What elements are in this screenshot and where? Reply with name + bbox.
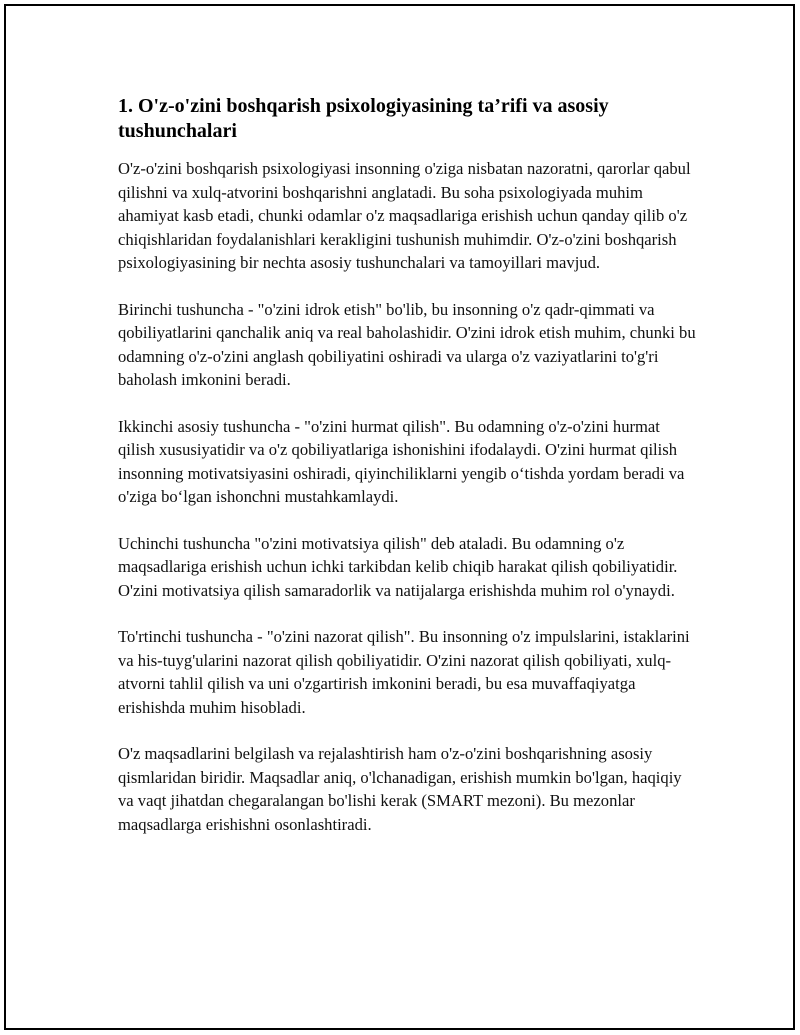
paragraph-self-respect: Ikkinchi asosiy tushuncha - "o'zini hurmat qilish". Bu odamning o'z-o'zini hurmat qilish xususiyatidir va o'z qobiliyatlariga ishonishini ifodalaydi. O'zini hurmat qilish insonning motivatsiyasini oshiradi, qiyinchiliklarni yengib o‘tishda yordam beradi va o'ziga bo‘lgan ishonchni mustahkamlaydi.	[118, 416, 685, 506]
document-body	[118, 94, 698, 859]
paragraph-self-motivation: Uchinchi tushuncha "o'zini motivatsiya qilish" deb ataladi. Bu odamning o'z maqsadlariga erishish uchun ichki tarkibdan kelib chiqib harakat qilish qobiliyatidir. O'zini motivatsiya qilish samaradorlik va natijalarga erishishda muhim rol o'ynaydi.	[118, 533, 678, 600]
paragraph-self-control: To'rtinchi tushuncha - "o'zini nazorat qilish". Bu insonning o'z impulslarini, istaklarini va his-tuyg'ularini nazorat qilish qobiliyatidir. O'zini nazorat qilish qobiliyati, xulq-atvorni tahlil qilish va uni o'zgartirish imkonini beradi, bu esa muvaffaqiyatga erishishda muhim hisobladi.	[118, 627, 690, 717]
section-heading: 1. O'z-o'zini boshqarish psixologiyasining ta’rifi va asosiy tushunchalari	[118, 95, 609, 142]
paragraph-self-perception: Birinchi tushuncha - "o'zini idrok etish" bo'lib, bu insonning o'z qadr-qimmati va qobiliyatlarini qanchalik aniq va real baholashidir. O'zini idrok etish muhim, chunki bu odamning o'z-o'zini anglash qobiliyatini oshiradi va ularga o'z vaziyatlarini to'g'ri baholash imkonini beradi.	[118, 299, 696, 389]
paragraph-goal-setting: O'z maqsadlarini belgilash va rejalashtirish ham o'z-o'zini boshqarishning asosiy qismlaridan biridir. Maqsadlar aniq, o'lchanadigan, erishish mumkin bo'lgan, haqiqiy va vaqt jihatdan chegaralangan bo'lishi kerak (SMART mezoni). Bu mezonlar maqsadlarga erishishni osonlashtiradi.	[118, 744, 682, 834]
paragraph-definition: O'z-o'zini boshqarish psixologiyasi insonning o'ziga nisbatan nazoratni, qarorlar qabul qilishni va xulq-atvorini boshqarishni anglatadi. Bu soha psixologiyada muhim ahamiyat kasb etadi, chunki odamlar o'z maqsadlariga erishish uchun qanday qilib o'z chiqishlaridan foydalanishlari kerakligini tushunish muhimdir. O'z-o'zini boshqarish psixologiyasining bir nechta asosiy tushunchalari va tamoyillari mavjud.	[118, 159, 691, 272]
